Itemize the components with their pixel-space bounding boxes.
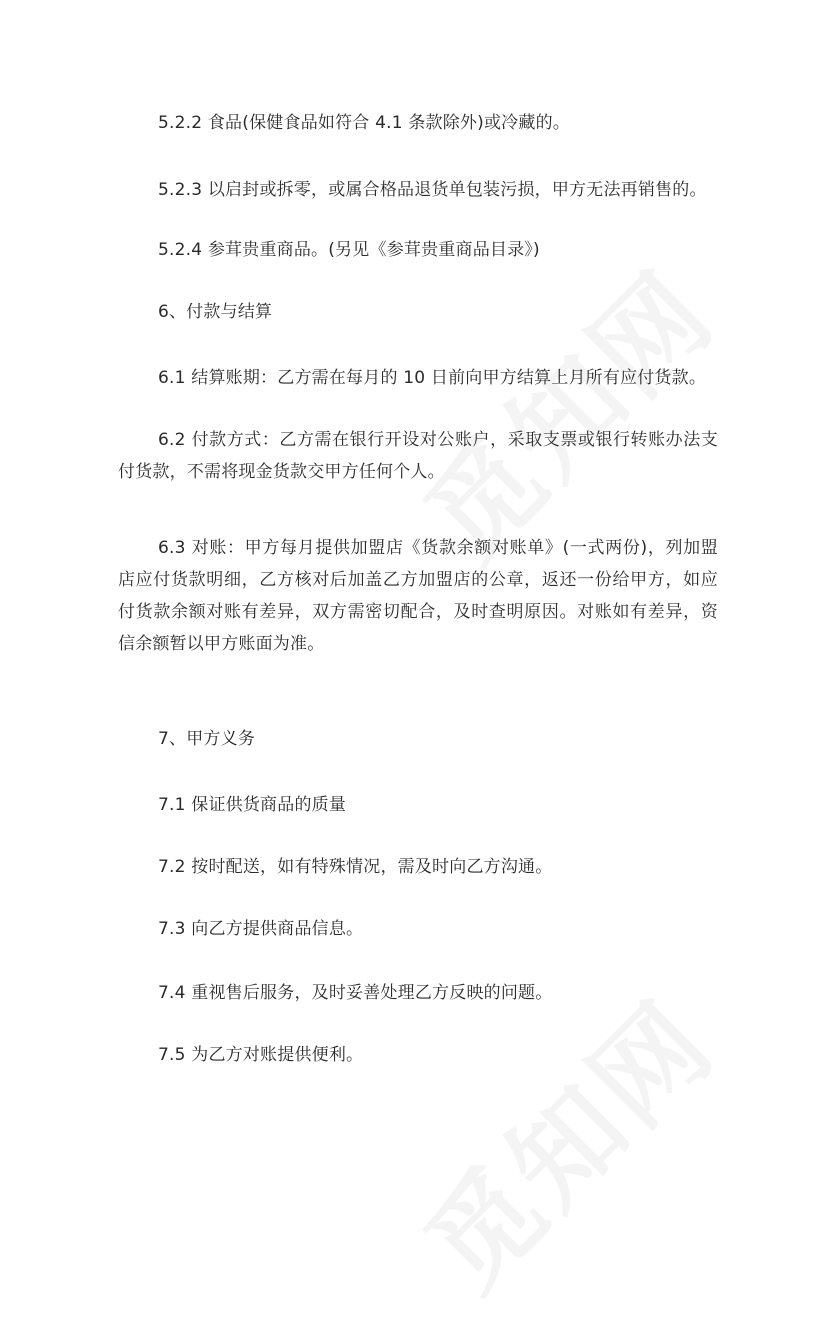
paragraph-5-2-3: 5.2.3 以启封或拆零，或属合格品退货单包装污损，甲方无法再销售的。 bbox=[158, 180, 707, 200]
paragraph-5-2-4: 5.2.4 参茸贵重商品。(另见《参茸贵重商品目录》) bbox=[158, 240, 540, 260]
paragraph-6-3: 6.3 对账：甲方每月提供加盟店《货款余额对账单》(一式两份)，列加盟店应付货款明细，乙方核对后加盖乙方加盟店的公章，返还一份给甲方，如应付货款余额对账有差异，双方需密切配合，及时查明原因。对账如有差异，资信余额暂以甲方账面为准。 bbox=[118, 538, 718, 654]
paragraph-6-2: 6.2 付款方式：乙方需在银行开设对公账户，采取支票或银行转账办法支付货款，不需将现金货款交甲方任何个人。 bbox=[118, 430, 718, 482]
paragraph-7-3: 7.3 向乙方提供商品信息。 bbox=[158, 919, 364, 939]
section-heading-6: 6、付款与结算 bbox=[158, 302, 273, 322]
section-heading-7: 7、甲方义务 bbox=[158, 729, 256, 749]
paragraph-7-4: 7.4 重视售后服务，及时妥善处理乙方反映的问题。 bbox=[158, 983, 553, 1003]
paragraph-7-1: 7.1 保证供货商品的质量 bbox=[158, 795, 347, 815]
paragraph-7-5: 7.5 为乙方对账提供便利。 bbox=[158, 1045, 364, 1065]
paragraph-6-1: 6.1 结算账期：乙方需在每月的 10 日前向甲方结算上月所有应付货款。 bbox=[158, 368, 707, 388]
watermark-graphic bbox=[385, 960, 743, 1318]
paragraph-5-2-2: 5.2.2 食品(保健食品如符合 4.1 条款除外)或冷藏的。 bbox=[158, 113, 570, 133]
paragraph-7-2: 7.2 按时配送，如有特殊情况，需及时向乙方沟通。 bbox=[158, 857, 553, 877]
